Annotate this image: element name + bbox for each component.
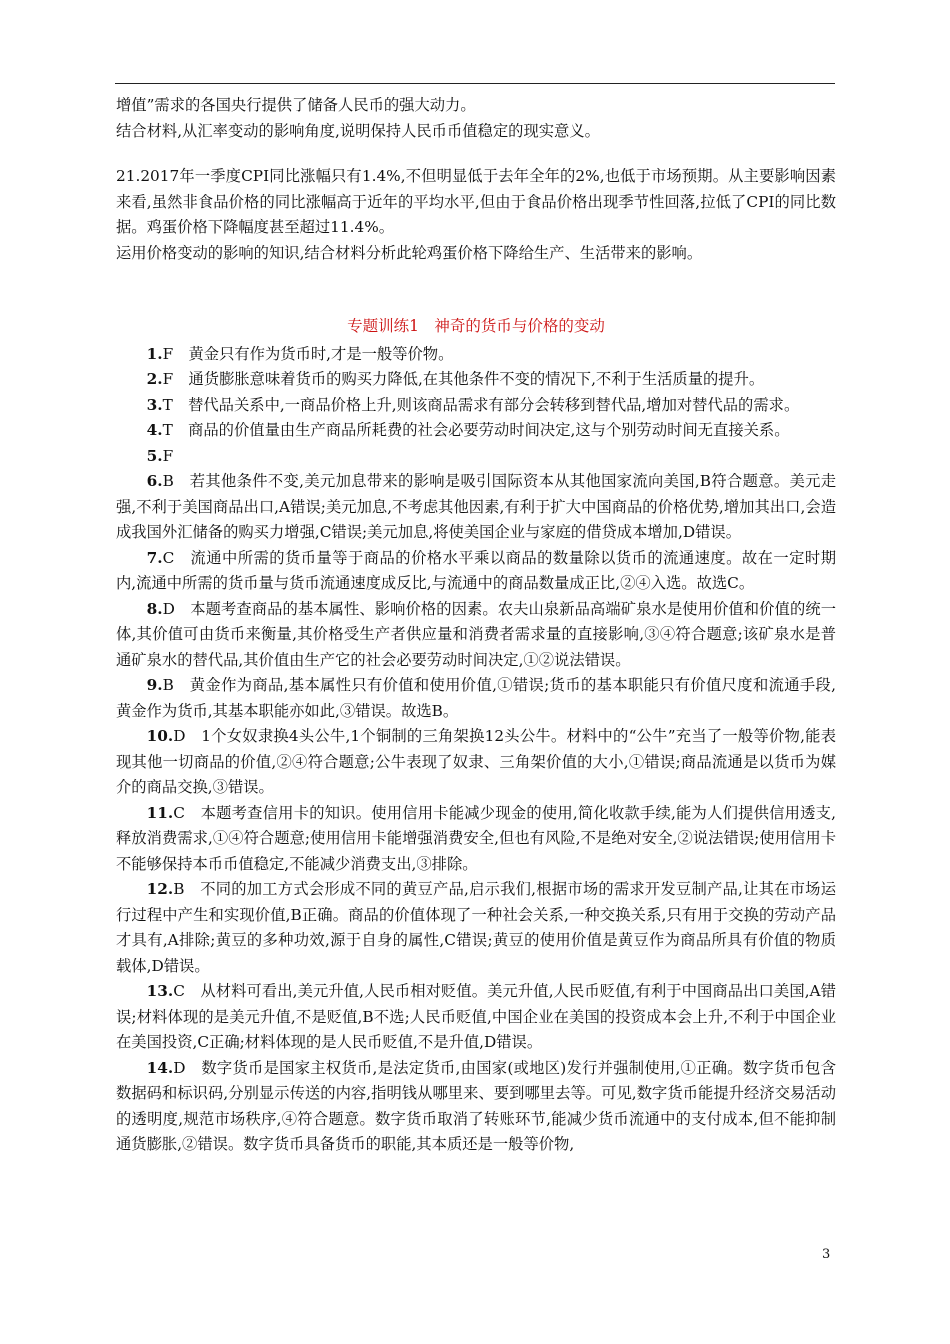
answer-number: 7. (146, 548, 163, 567)
answer-number: 4. (146, 421, 163, 439)
answer-item (116, 342, 836, 368)
answer-number: 13. (146, 982, 174, 1000)
page-number: 3 (822, 1247, 831, 1262)
answer-item (116, 367, 836, 393)
answer-text: C 从材料可看出,美元升值,人民币相对贬值。美元升值,人民币贬值,有利于中国商品出口美国,A错误;材料体现的是美元升值,不是贬值,B不选;人民币贬值,中国企业在美国的投资成本会上升,不利于中国企业在美国投资,C正确;材料体现的是人民币贬值,不是升值,D错误。 (116, 982, 836, 1051)
answer-item (116, 801, 836, 878)
answer-item (116, 469, 836, 546)
answer-text: D 数字货币是国家主权货币,是法定货币,由国家(或地区)发行并强制使用,①正确。数字货币包含数据码和标识码,分别显示传送的内容,指明钱从哪里来、要到哪里去等。可见,数字货币能提升经济交易活动的透明度,规范市场秩序,④符合题意。数字货币取消了转账环节,能减少货币流通中的支付成本,但不能抑制通货膨胀,②错误。数字货币具备货币的职能,其本质还是一般等价物, (116, 1058, 836, 1153)
answer-number: 11. (146, 803, 174, 822)
answer-text: D 1个女奴隶换4头公牛,1个铜制的三角架换12头公牛。材料中的“公牛”充当了一般等价物,能表现其他一切商品的价值,②④符合题意;公牛表现了奴隶、三角架价值的大小,①错误;商品流通是以货币为媒介的商品交换,③错误。 (116, 727, 836, 796)
continued-line-1: 增值”需求的各国央行提供了储备人民币的强大动力。 (116, 96, 476, 114)
answer-number: 8. (146, 599, 163, 618)
answer-item (116, 546, 836, 597)
answer-number: 9. (146, 676, 163, 694)
answer-text: B 若其他条件不变,美元加息带来的影响是吸引国际资本从其他国家流向美国,B符合题意。美元走强,不利于美国商品出口,A错误;美元加息,不考虑其他因素,有利于扩大中国商品的价格优势,增加其出口,会造成我国外汇储备的购买力增强,C错误;美元加息,将使美国企业与家庭的借贷成本增加,D错误。 (116, 472, 836, 541)
answer-text: T 替代品关系中,一商品价格上升,则该商品需求有部分会转移到替代品,增加对替代品的需求。 (162, 395, 800, 414)
answer-number: 2. (146, 370, 163, 388)
answer-text: C 流通中所需的货币量等于商品的价格水平乘以商品的数量除以货币的流通速度。故在一定时期内,流通中所需的货币量与货币流通速度成反比,与流通中的商品数量成正比,②④入选。故选C。 (116, 548, 836, 592)
answer-text: F (162, 446, 174, 465)
answer-text: C 本题考查信用卡的知识。使用信用卡能减少现金的使用,简化收款手续,能为人们提供信用透支,释放消费需求,①④符合题意;使用信用卡能增强消费安全,但也有风险,不是绝对安全,②说法错误;使用信用卡不能够保持本币币值稳定,不能减少消费支出,③排除。 (116, 803, 836, 873)
answer-number: 14. (146, 1058, 174, 1077)
question-21-text: 21.2017年一季度CPI同比涨幅只有1.4%,不但明显低于去年全年的2%,也低于市场预期。从主要影响因素来看,虽然非食品价格的同比涨幅高于近年的平均水平,但由于食品价格出现季节性回落,拉低了CPI的同比数据。鸡蛋价格下降幅度甚至超过11.4%。 (116, 167, 836, 236)
section-title: 专题训练1 神奇的货币与价格的变动 (347, 317, 605, 335)
answer-item (116, 597, 836, 674)
answer-item (116, 418, 836, 444)
answer-list (116, 342, 836, 1158)
answer-number: 6. (146, 472, 163, 490)
answer-item (116, 393, 836, 419)
answer-text: F 黄金只有作为货币时,才是一般等价物。 (162, 344, 454, 363)
answer-number: 3. (146, 395, 163, 414)
answer-item (116, 724, 836, 801)
answer-number: 1. (146, 344, 163, 363)
answer-item (116, 673, 836, 724)
question-21-prompt: 运用价格变动的影响的知识,结合材料分析此轮鸡蛋价格下降给生产、生活带来的影响。 (116, 243, 703, 262)
answer-item (116, 1056, 836, 1158)
continued-line-2: 结合材料,从汇率变动的影响角度,说明保持人民币币值稳定的现实意义。 (116, 121, 600, 140)
answer-number: 12. (146, 880, 174, 898)
answer-item (116, 877, 836, 979)
header-rule (115, 83, 835, 84)
answer-text: T 商品的价值量由生产商品所耗费的社会必要劳动时间决定,这与个别劳动时间无直接关系。 (162, 421, 790, 439)
answer-text: D 本题考查商品的基本属性、影响价格的因素。农夫山泉新品高端矿泉水是使用价值和价值的统一体,其价值可由货币来衡量,其价格受生产者供应量和消费者需求量的直接影响,③④符合题意;该矿泉水是普通矿泉水的替代品,其价值由生产它的社会必要劳动时间决定,①②说法错误。 (116, 599, 836, 669)
page-content (116, 93, 836, 1158)
answer-text: B 黄金作为商品,基本属性只有价值和使用价值,①错误;货币的基本职能只有价值尺度和流通手段,黄金作为货币,其基本职能亦如此,③错误。故选B。 (116, 676, 836, 720)
answer-number: 10. (146, 727, 174, 745)
answer-text: B 不同的加工方式会形成不同的黄豆产品,启示我们,根据市场的需求开发豆制产品,让其在市场运行过程中产生和实现价值,B正确。商品的价值体现了一种社会关系,一种交换关系,只有用于交换的劳动产品才具有,A排除;黄豆的多种功效,源于自身的属性,C错误;黄豆的使用价值是黄豆作为商品所具有价值的物质载体,D错误。 (116, 880, 836, 975)
answer-item (116, 979, 836, 1056)
answer-text: F 通货膨胀意味着货币的购买力降低,在其他条件不变的情况下,不利于生活质量的提升。 (162, 370, 765, 388)
answer-item (116, 444, 836, 470)
answer-number: 5. (146, 446, 163, 465)
